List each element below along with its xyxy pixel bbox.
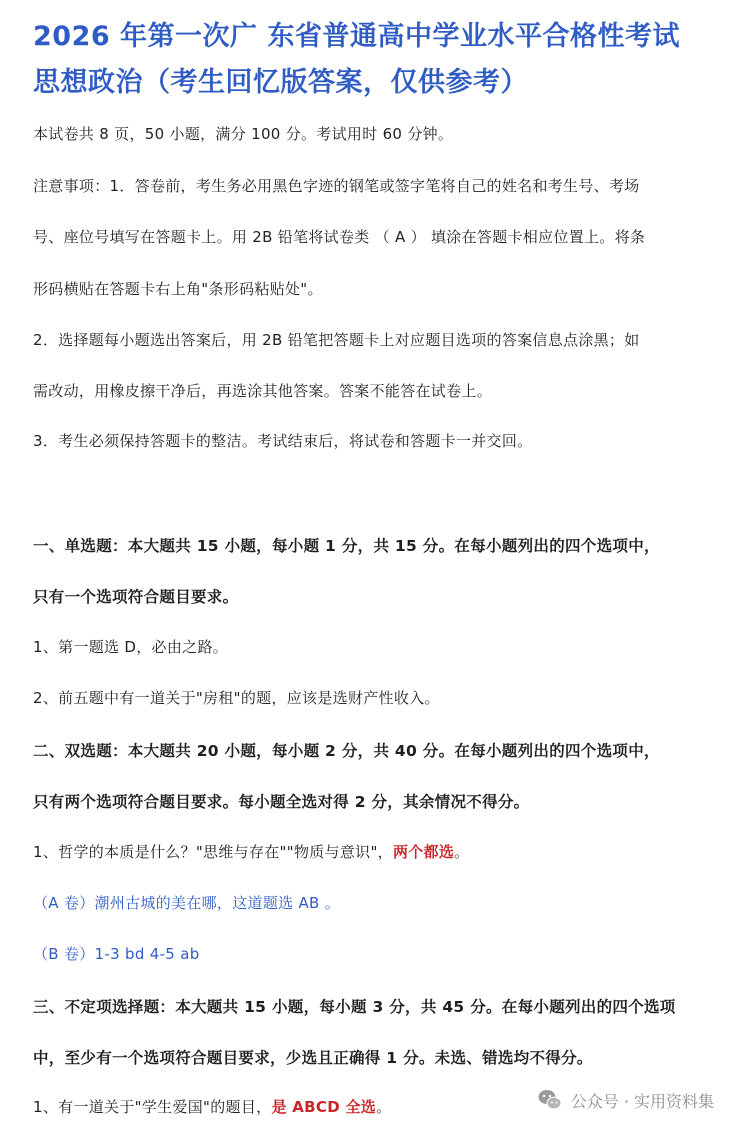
section-heading: 只有一个选项符合题目要求。 — [33, 588, 239, 606]
notice-line: 号、座位号填写在答题卡上。用 2B 铅笔将试卷类 （ A ） 填涂在答题卡相应位置上。将条 — [33, 228, 646, 246]
paper-b-answer: （B 卷）1-3 bd 4-5 ab — [33, 945, 200, 963]
watermark-text: 公众号 · 实用资料集 — [570, 1091, 714, 1111]
answer-highlight: 两个都选 — [392, 843, 455, 861]
section-heading: 三、不定项选择题：本大题共 15 小题，每小题 3 分，共 45 分。在每小题列出的四个选项 — [33, 998, 676, 1016]
answer-item: 2、前五题中有一道关于"房租"的题，应该是选财产性收入。 — [33, 689, 440, 707]
section-heading: 中，至少有一个选项符合题目要求，少选且正确得 1 分。未选、错选均不得分。 — [33, 1049, 593, 1067]
notice-line: 需改动，用橡皮擦干净后，再选涂其他答案。答案不能答在试卷上。 — [33, 382, 493, 400]
watermark — [537, 1087, 714, 1113]
section-heading: 二、双选题：本大题共 20 小题，每小题 2 分，共 40 分。在每小题列出的四个选项中， — [33, 742, 660, 760]
answer-item — [33, 1096, 391, 1117]
section-heading: 一、单选题：本大题共 15 小题，每小题 1 分，共 15 分。在每小题列出的四个选项中， — [33, 537, 660, 555]
answer-item: 1、第一题选 D，必由之路。 — [33, 638, 229, 656]
answer-punct: 。 — [376, 1098, 392, 1116]
answer-question: 1、有一道关于"学生爱国"的题目， — [33, 1098, 272, 1116]
page-subtitle: 思想政治（考生回忆版答案，仅供参考） — [33, 67, 528, 98]
section-heading: 只有两个选项符合题目要求。每小题全选对得 2 分，其余情况不得分。 — [33, 793, 530, 811]
paper-a-answer: （A 卷）潮州古城的美在哪，这道题选 AB 。 — [33, 894, 341, 912]
answer-item — [33, 841, 469, 862]
notice-line: 2．选择题每小题选出答案后，用 2B 铅笔把答题卡上对应题目选项的答案信息点涂黑；如 — [33, 331, 640, 349]
notice-line: 3．考生必须保持答题卡的整洁。考试结束后，将试卷和答题卡一并交回。 — [33, 432, 533, 450]
exam-summary: 本试卷共 8 页，50 小题，满分 100 分。考试用时 60 分钟。 — [33, 125, 454, 143]
notice-line: 注意事项：1．答卷前，考生务必用黑色字迹的钢笔或签字笔将自己的姓名和考生号、考场 — [33, 177, 640, 195]
notice-line: 形码横贴在答题卡右上角"条形码粘贴处"。 — [33, 280, 323, 298]
answer-punct: 。 — [454, 843, 470, 861]
wechat-icon — [537, 1087, 563, 1113]
page-title: 2026 年第一次广 东省普通高中学业水平合格性考试 — [33, 21, 680, 52]
answer-highlight: 是 ABCD 全选 — [271, 1098, 377, 1116]
answer-question: 1、哲学的本质是什么？"思维与存在""物质与意识"， — [33, 843, 393, 861]
